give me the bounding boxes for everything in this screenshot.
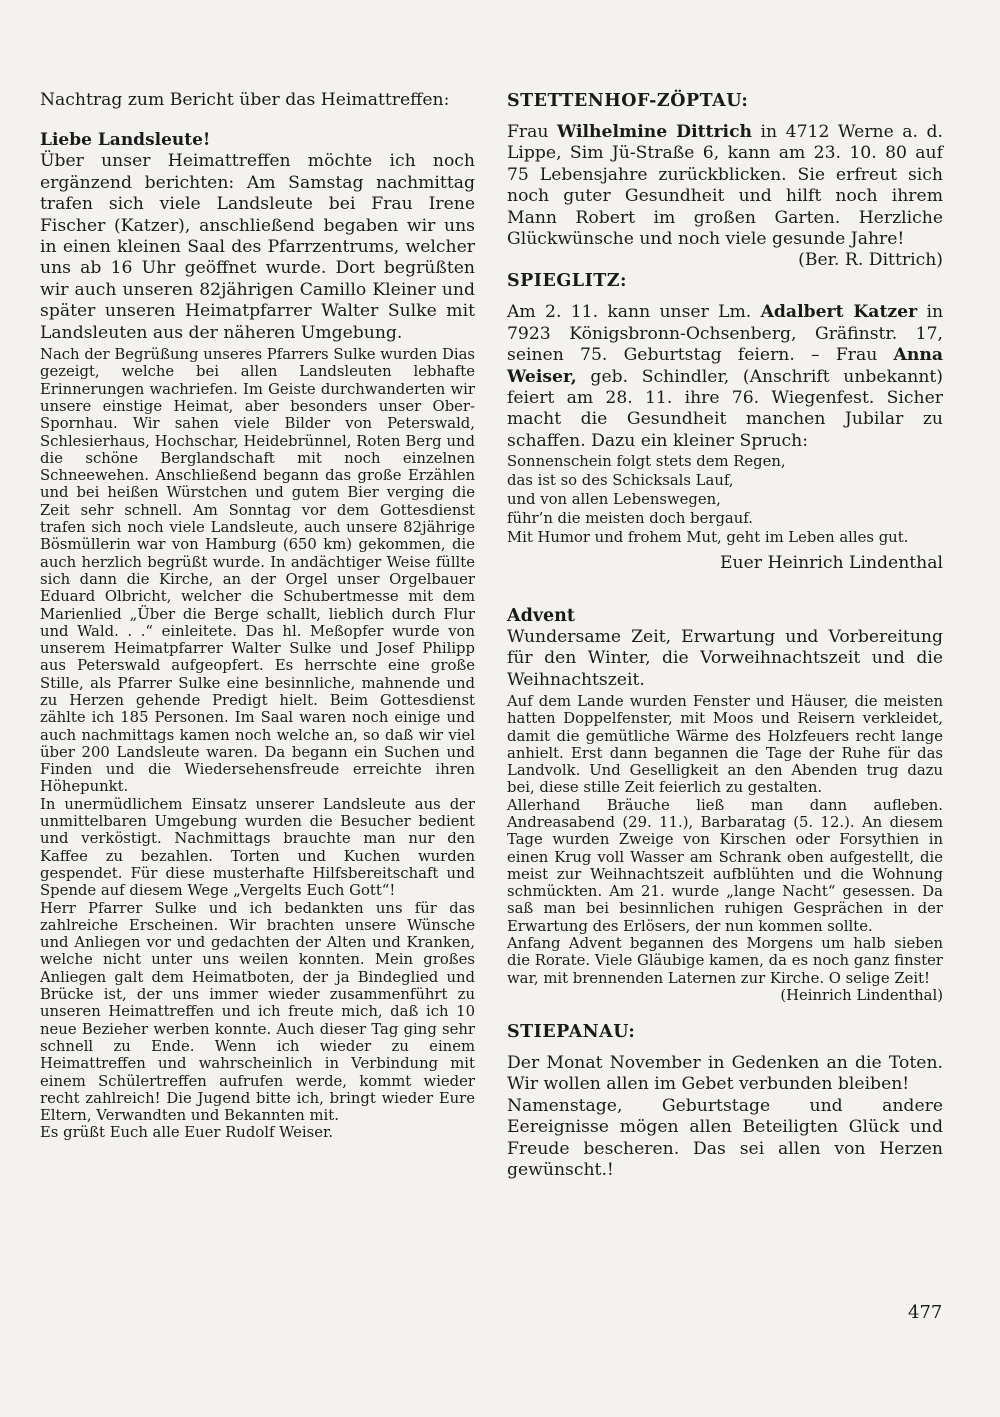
page-number: 477 [908, 1302, 943, 1323]
paragraph-3: In unermüdlichem Einsatz unserer Landsleute aus der unmittelbaren Umgebung wurden die Besucher bedient und verköstigt. Nachmittags brauchte man nur den Kaffee zu bezahlen. Torten und Kuchen wurden gespendet. Für diese musterhafte Hilfsbereitschaft und Spende auf diesem Wege „Vergelts Euch Gott“! [40, 795, 475, 900]
stettenhof-signature: (Ber. R. Dittrich) [798, 250, 943, 271]
section-title-spieglitz: SPIEGLITZ: [507, 271, 628, 292]
paragraph-2: Nach der Begrüßung unseres Pfarrers Sulke wurden Dias gezeigt, welche bei allen Landsleuten lebhafte Erinnerungen wachriefen. Im Geiste durchwanderten wir unsere einstige Heimat, aber besonders unser Ober-Spornhau. Wir sahen viele Bilder von Peterswald, Schlesierhaus, Hochschar, Heidebrünnel, Roten Berg und die schöne Berglandschaft mit noch einzelnen Schneewehen. Anschließend begann das große Erzählen und bei heißen Würstchen und gutem Bier verging die Zeit sehr schnell. Am Sonntag vor dem Gottesdienst trafen sich noch viele Landsleute, auch unsere 82jährige Bösmüllerin war von Hamburg (650 km) gekommen, die auch herzlich begrüßt wurde. In andächtiger Weise füllte sich dann die Kirche, an der Orgel unser Orgelbauer Eduard Olbricht, welcher die Schubertmesse mit dem Marienlied „Über die Berge schallt, lieblich durch Flur und Wald. . .“ einleitete. Das hl. Meßopfer wurde von unserem Heimatpfarrer Walter Sulke und Josef Philipp aus Peterswald aufgeopfert. Es herrschte eine große Stille, als Pfarrer Sulke eine besinnliche, mahnende und zu Herzen gehende Predigt hielt. Beim Gottesdienst zählte ich 185 Personen. Im Saal waren noch einige und auch nachmittags kamen noch welche an, so daß wir viel über 200 Landsleute waren. Da begann ein Suchen und Finden und die Wiedersehensfreude erreichte ihren Höhepunkt. [40, 346, 475, 796]
left-column [40, 90, 475, 1142]
stiepanau-paragraph-2: Namenstage, Geburtstage und andere Eereignisse mögen allen Beteiligten Glück und Freude bescheren. Das sei allen von Herzen gewünscht.! [507, 1095, 943, 1180]
poem-line-3: und von allen Lebenswegen, [507, 491, 721, 509]
advent-lead: Wundersame Zeit, Erwartung und Vorbereitung für den Winter, die Vorweihnachtszeit und die Weihnachtszeit. [507, 626, 943, 690]
advent-paragraph-3 [507, 935, 943, 1004]
spieglitz-text-b: in 7923 Königsbronn-Ochsenberg, Gräfinstr. 17, seinen 75. Geburtstag feiern. – Frau [507, 302, 944, 366]
advent-paragraph-3-text: Anfang Advent begannen des Morgens um halb sieben die Rorate. Viele Gläubige kamen, da es noch ganz finster war, mit brennenden Laternen zur Kirche. O selige Zeit! [507, 935, 943, 987]
stiepanau-paragraph-1: Der Monat November in Gedenken an die Toten. Wir wollen allen im Gebet verbunden bleiben! [507, 1052, 943, 1095]
advent-paragraph-2: Allerhand Bräuche ließ man dann aufleben. Andreasabend (29. 11.), Barbaratag (5. 12.). An diesem Tage wurden Zweige von Kirschen oder Forsythien in einen Krug voll Wasser am Schrank oben aufgestellt, die meist zur Weihnachtszeit aufblühten und die Wohnung schmückten. Am 21. wurde „lange Nacht“ gesessen. Da saß man bei besinnlichen ruhigen Gesprächen in der Erwartung des Erlösers, der nun kommen sollte. [507, 796, 943, 935]
stettenhof-text-a: Frau [507, 122, 557, 142]
poem-line-4: führ’n die meisten doch bergauf. [507, 510, 753, 528]
spieglitz-text-a: Am 2. 11. kann unser Lm. [507, 302, 761, 323]
poem-line-1: Sonnenschein folgt stets dem Regen, [507, 453, 786, 471]
poem-line-5: Mit Humor und frohem Mut, geht im Leben alles gut. [507, 529, 909, 547]
paragraph-4: Herr Pfarrer Sulke und ich bedankten uns für das zahlreiche Erscheinen. Wir brachten unsere Wünsche und Anliegen vor und gedachten der Alten und Kranken, welche nicht unter uns weilen konnten. Mein großes Anliegen galt dem Heimatboten, der ja Bindeglied und Brücke ist, der uns immer wieder zusammenführt zu unseren Heimattreffen und ich freute mich, daß ich 10 neue Bezieher werben konnte. Auch dieser Tag ging sehr schnell zu Ende. Wenn ich wieder zu einem Heimattreffen und wahrscheinlich in Verbindung mit einem Schülertreffen aufrufen werde, kommt wieder recht zahlreich! Die Jugend bitte ich, bringt wieder Eure Eltern, Verwandten und Bekannten mit. [40, 899, 475, 1125]
greeting: Liebe Landsleute! [40, 130, 211, 151]
advent-paragraph-1: Auf dem Lande wurden Fenster und Häuser, die meisten hatten Doppelfenster, mit Moos und Reisern verkleidet, damit die gemütliche Wärme des Holzfeuers recht lange anhielt. Erst dann begannen die Tage der Ruhe für das Landvolk. Und Geselligkeit an den Abenden trug dazu bei, diese stille Zeit feierlich zu gestalten. [507, 692, 943, 797]
stettenhof-name: Wilhelmine Dittrich [556, 122, 753, 142]
paragraph-1: Über unser Heimattreffen möchte ich noch ergänzend berichten: Am Samstag nachmittag trafen sich viele Landsleute bei Frau Irene Fischer (Katzer), anschließend begaben wir uns in einen kleinen Saal des Pfarrzentrums, welcher uns ab 16 Uhr geöffnet wurde. Dort begrüßten wir auch unseren 82jährigen Camillo Kleiner und später unseren Heimatpfarrer Walter Sulke mit Landsleuten aus der näheren Umgebung. [40, 151, 475, 343]
stettenhof-text [507, 122, 943, 271]
spieglitz-text [507, 302, 943, 452]
section-title-stettenhof: STETTENHOF-ZÖPTAU: [507, 91, 749, 111]
poem-line-2: das ist so des Schicksals Lauf, [507, 472, 734, 490]
spieglitz-text-c: geb. Schindler, (Anschrift unbekannt) feiert am 28. 11. ihre 76. Wiegenfest. Sicher macht die Gesundheit manchen Jubilar zu schaffen. Dazu ein kleiner Spruch: [507, 366, 943, 451]
section-title-stiepanau: STIEPANAU: [507, 1021, 636, 1042]
stettenhof-text-b: in 4712 Werne a. d. Lippe, Sim Jü-Straße 6, kann am 23. 10. 80 auf 75 Lebensjahre zurückblicken. Sie erfreut sich noch guter Gesundheit und hilft noch ihrem Mann Robert im großen Garten. Herzliche Glückwünsche und noch viele gesunde Jahre! [507, 122, 943, 250]
advent-signature: (Heinrich Lindenthal) [780, 986, 943, 1004]
right-column [507, 90, 943, 1181]
spieglitz-name-2: Anna Weiser, [507, 345, 943, 387]
closing-line: Es grüßt Euch alle Euer Rudolf Weiser. [40, 1124, 334, 1142]
section-title-advent: Advent [507, 605, 575, 626]
spieglitz-name-1: Adalbert Katzer [760, 302, 918, 323]
intro-line: Nachtrag zum Bericht über das Heimattreffen: [40, 90, 450, 110]
spieglitz-signature: Euer Heinrich Lindenthal [719, 553, 943, 574]
